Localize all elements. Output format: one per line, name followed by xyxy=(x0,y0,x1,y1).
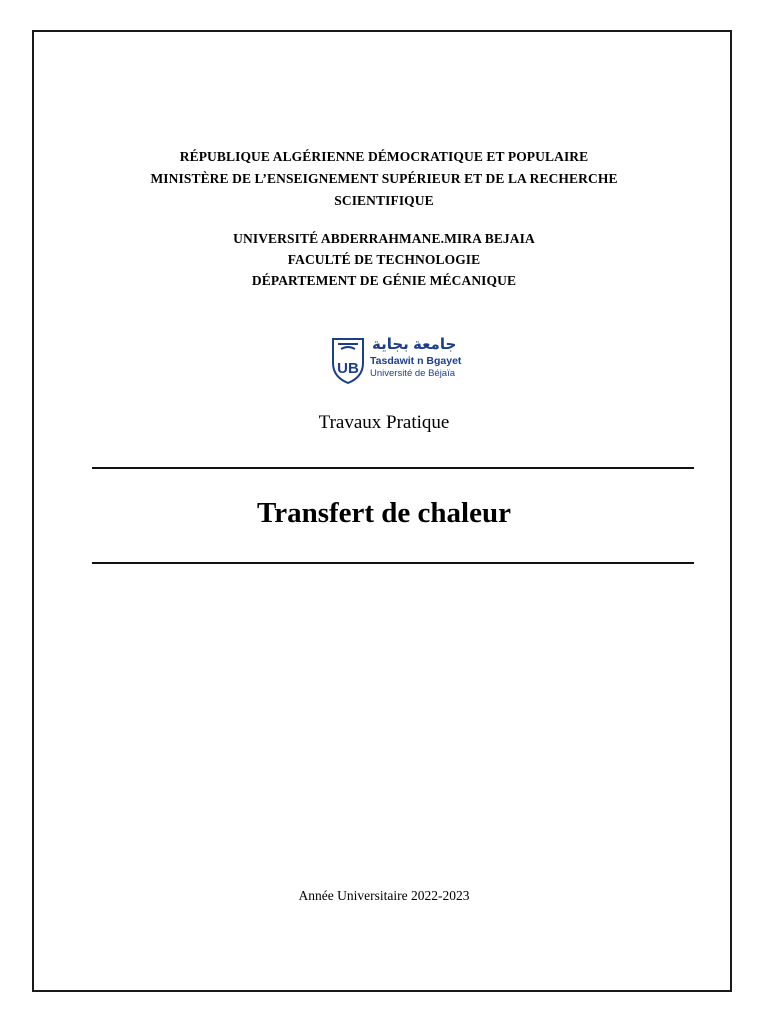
svg-text:UB: UB xyxy=(337,360,359,377)
university-shield-icon xyxy=(330,335,366,385)
logo-french-text: Université de Béjaïa xyxy=(370,368,456,379)
header-line-republic: RÉPUBLIQUE ALGÉRIENNE DÉMOCRATIQUE ET POPULAIRE xyxy=(179,149,589,164)
faculty-name: FACULTÉ DE TECHNOLOGIE xyxy=(287,252,481,267)
title-rule-bottom xyxy=(92,562,694,564)
document-subtitle: Travaux Pratique xyxy=(318,412,450,433)
title-rule-top xyxy=(92,467,694,469)
header-line-scientifique: SCIENTIFIQUE xyxy=(334,193,434,208)
header-line-ministry: MINISTÈRE DE L’ENSEIGNEMENT SUPÉRIEUR ET DE LA RECHERCHE xyxy=(150,171,618,186)
academic-year: Année Universitaire 2022-2023 xyxy=(298,888,470,903)
logo-kabyle-text: Tasdawit n Bgayet xyxy=(370,355,462,367)
logo-arabic-text: جامعة بجاية xyxy=(372,336,457,353)
university-name: UNIVERSITÉ ABDERRAHMANE.MIRA BEJAIA xyxy=(233,231,535,246)
university-logo xyxy=(330,335,460,385)
department-name: DÉPARTEMENT DE GÉNIE MÉCANIQUE xyxy=(251,273,517,288)
document-title: Transfert de chaleur xyxy=(257,497,511,529)
